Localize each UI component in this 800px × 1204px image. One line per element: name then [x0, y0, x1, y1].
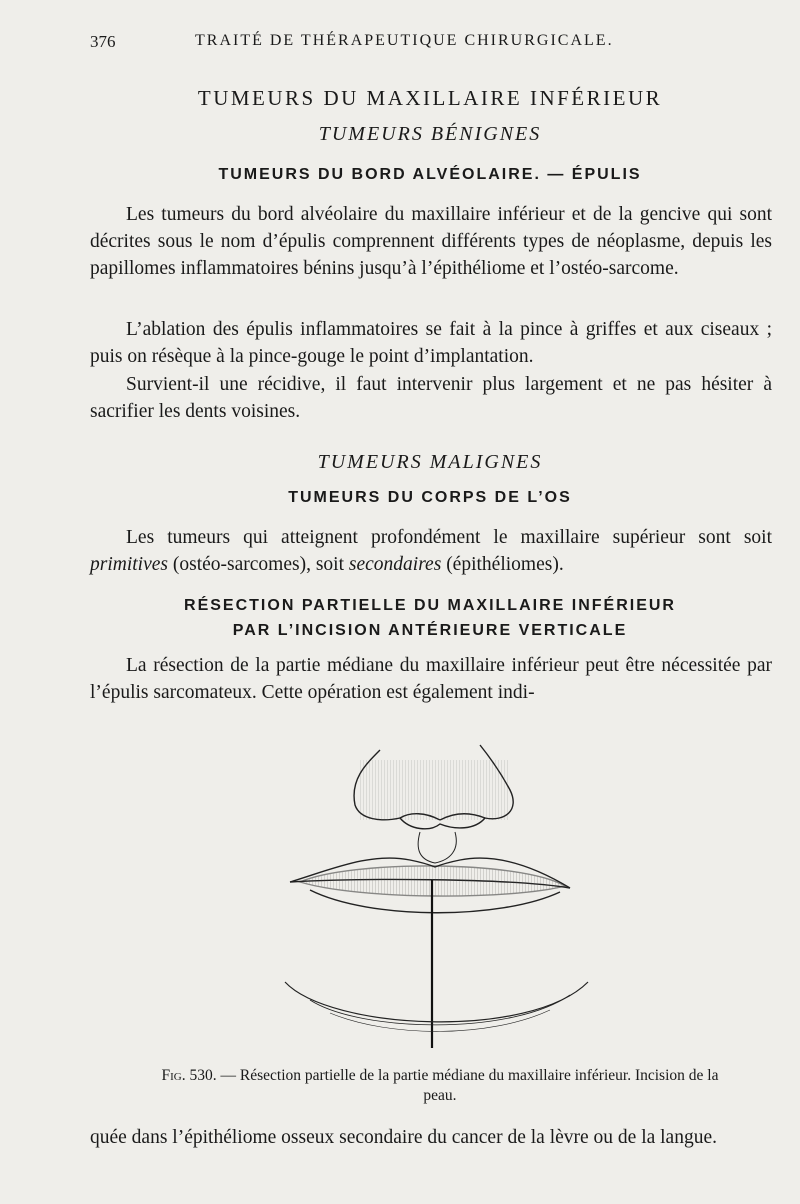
resection-heading-line1: RÉSECTION PARTIELLE DU MAXILLAIRE INFÉRIEUR [184, 597, 676, 614]
paragraph-malignant [90, 524, 772, 578]
lips-drawing [290, 858, 570, 913]
running-head-title: TRAITÉ DE THÉRAPEUTIQUE CHIRURGICALE. [195, 32, 614, 49]
malignant-em-secondaires: secondaires [348, 554, 442, 575]
malignant-em-primitives: primitives [90, 554, 168, 575]
running-head [90, 30, 770, 54]
paragraph-epulis-recidive: Survient-il une récidive, il faut intervenir plus largement et ne pas hésiter à sacrifier les dents voisines. [90, 374, 772, 422]
figure-illustration [270, 720, 610, 1060]
paragraph-resection: La résection de la partie médiane du maxillaire inférieur peut être nécessitée par l’épulis sarcomateux. Cette opération est également indi- [90, 655, 772, 703]
malignant-text-1: Les tumeurs qui atteignent profondément le maxillaire supérieur sont soit [126, 527, 772, 548]
paragraph-epulis-ablation: L’ablation des épulis inflammatoires se fait à la pince à griffes et aux ciseaux ; puis on résèque à la pince-gouge le point d’implantation. [90, 319, 772, 367]
section-title: TUMEURS DU MAXILLAIRE INFÉRIEUR [197, 86, 663, 110]
chin-drawing [285, 982, 588, 1031]
paragraph-continuation: quée dans l’épithéliome osseux secondaire du cancer de la lèvre ou de la langue. [90, 1127, 717, 1148]
malignant-text-2: (ostéo-sarcomes), soit [168, 554, 349, 575]
malignant-subheading: TUMEURS DU CORPS DE L’OS [288, 489, 572, 506]
malignant-heading: TUMEURS MALIGNES [317, 451, 543, 473]
figure-label: Fig. 530. [161, 1067, 217, 1084]
benign-heading: TUMEURS BÉNIGNES [318, 123, 542, 145]
page-number: 376 [90, 32, 116, 51]
benign-subheading: TUMEURS DU BORD ALVÉOLAIRE. — ÉPULIS [218, 166, 642, 183]
figure-caption-text: — Résection partielle de la partie médiane du maxillaire inférieur. Incision de la peau. [216, 1067, 719, 1104]
figure-caption [150, 1066, 730, 1106]
malignant-text-3: (épithéliomes). [441, 554, 564, 575]
paragraph-epulis-intro: Les tumeurs du bord alvéolaire du maxillaire inférieur et de la gencive qui sont décrites sous le nom d’épulis comprennent différents types de néoplasme, depuis les papillomes inflammatoires bénins jusqu’à l’épithéliome et l’ostéo-sarcome. [90, 204, 772, 279]
resection-heading-line2: PAR L’INCISION ANTÉRIEURE VERTICALE [232, 622, 628, 639]
